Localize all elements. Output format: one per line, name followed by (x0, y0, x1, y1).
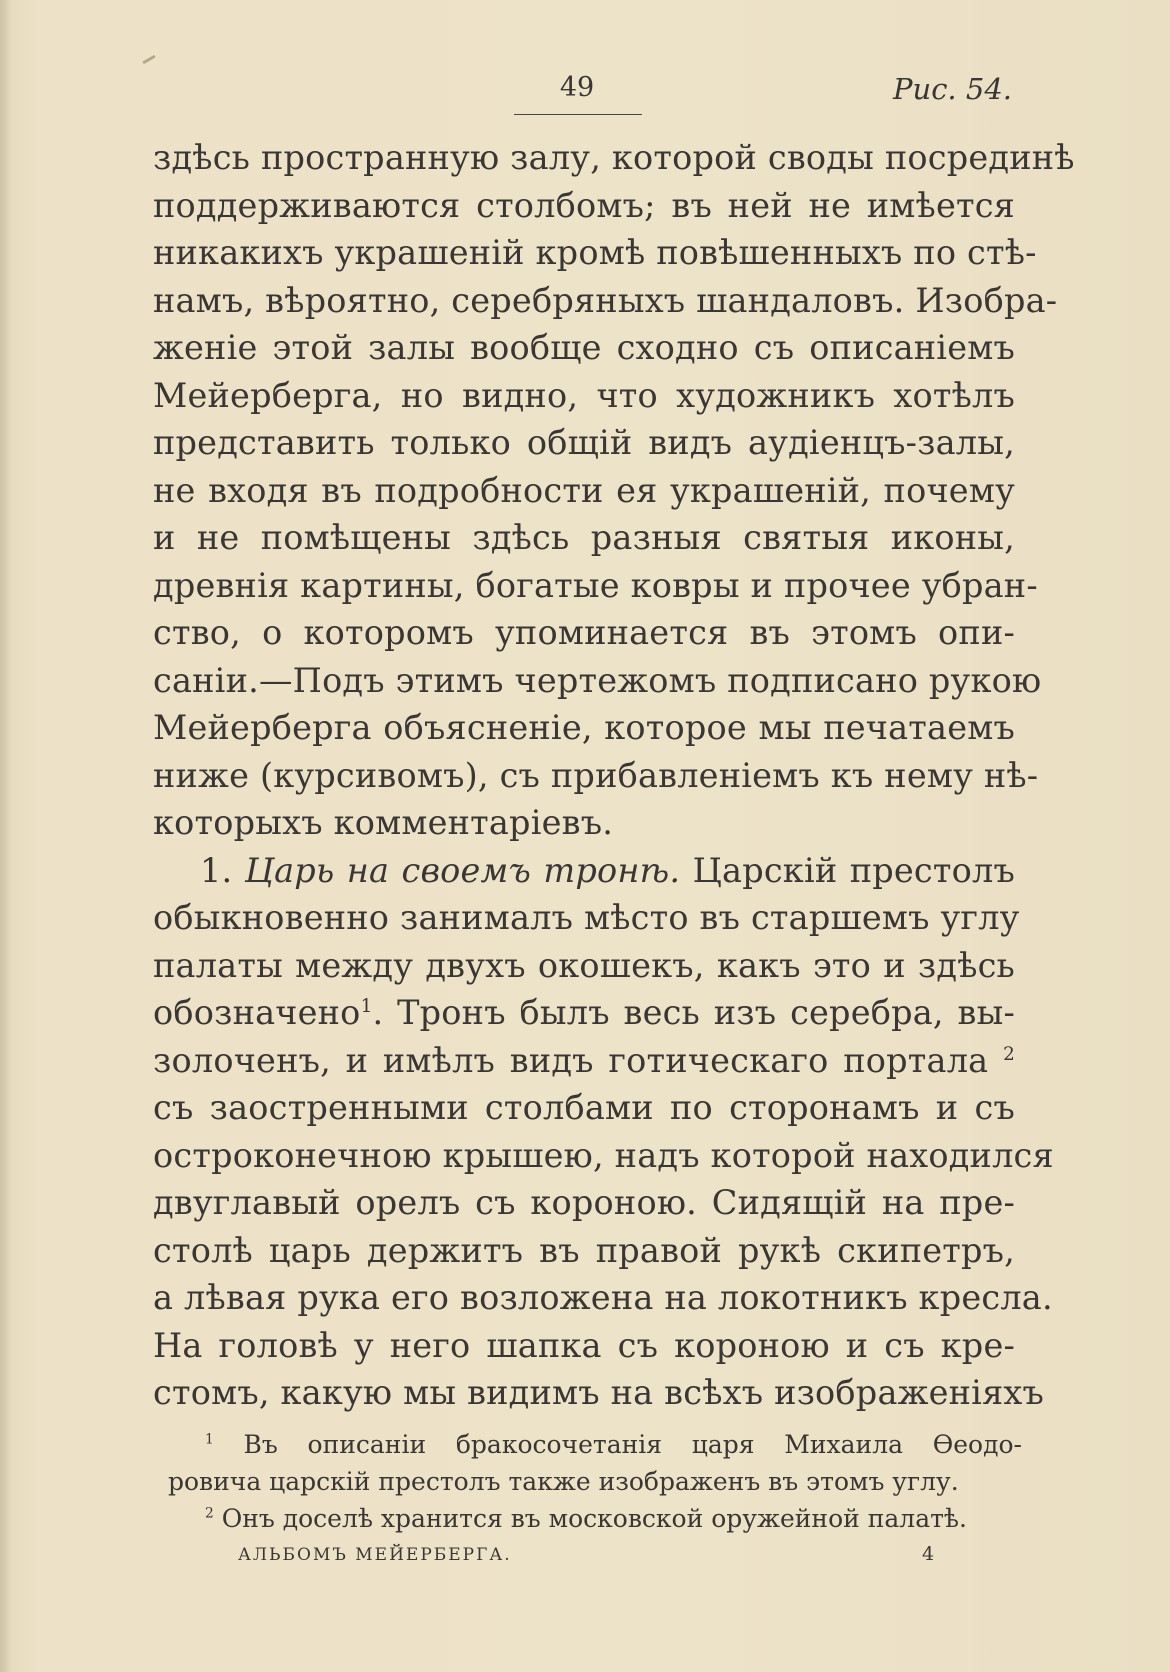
text-line: ство, о которомъ упоминается въ этомъ опи- (153, 613, 1015, 652)
paper-fleck (142, 55, 156, 65)
text-line-with-footnote-1 (153, 988, 1015, 1038)
text-fragment: обозначено (153, 993, 361, 1032)
text-line: стомъ, какую мы видимъ на всѣхъ изображеніяхъ (153, 1373, 1045, 1412)
signature-number: 4 (922, 1543, 935, 1565)
text-line: съ заостренными столбами по сторонамъ и съ (153, 1088, 1015, 1127)
footnote-mark-1[interactable]: 1 (360, 995, 373, 1017)
signature-mark: АЛЬБОМЪ МЕЙЕРБЕРГА. (238, 1545, 512, 1565)
item-1-first-line (200, 846, 1015, 896)
page-number-rule (514, 114, 642, 115)
item-number: 1. (200, 851, 233, 890)
text-line: остроконечною крышею, надъ которой находился (153, 1136, 1054, 1175)
item-text: Царскій престолъ (692, 851, 1015, 890)
item-title: Царь на своемъ тронѣ. (244, 851, 681, 890)
text-line: саніи.—Подъ этимъ чертежомъ подписано рукою (153, 661, 1042, 700)
text-line: поддерживаются столбомъ; въ ней не имѣется (153, 186, 1015, 225)
text-fragment: золоченъ, и имѣлъ видъ готическаго портала (153, 1041, 989, 1080)
text-line: намъ, вѣроятно, серебряныхъ шандаловъ. Изобра- (153, 281, 1058, 320)
text-line: не входя въ подробности ея украшеній, почему (153, 471, 1015, 510)
text-line-with-footnote-2 (153, 1036, 1015, 1086)
text-fragment: . Тронъ былъ весь изъ серебра, вы- (372, 993, 1015, 1032)
text-line: Мейерберга, но видно, что художникъ хотѣлъ (153, 376, 1015, 415)
footnote-mark-2[interactable]: 2 (1003, 1043, 1015, 1065)
text-line: обыкновенно занималъ мѣсто въ старшемъ углу (153, 898, 1020, 937)
spine-shadow (0, 0, 10, 1672)
figure-reference: Рис. 54. (893, 72, 1012, 106)
text-line: здѣсь пространную залу, которой своды посрединѣ (153, 138, 1075, 177)
text-line: представить только общій видъ аудіенцъ-залы, (153, 423, 1015, 462)
footnote-1-line-1: $^1$ Въ описаніи бракосочетанія царя Михаила Ѳеодо- (205, 1430, 1022, 1459)
text-line: никакихъ украшеній кромѣ повѣшенныхъ по стѣ- (153, 233, 1037, 272)
footnote-1-line-2: ровича царскій престолъ также изображенъ въ этомъ углу. (168, 1467, 959, 1496)
text-line: которыхъ комментаріевъ. (153, 803, 614, 842)
text-line: Мейерберга объясненіе, которое мы печатаемъ (153, 708, 1015, 747)
text-line: палаты между двухъ окошекъ, какъ это и здѣсь (153, 946, 1015, 985)
text-line: двуглавый орелъ съ короною. Сидящій на пре- (153, 1183, 1015, 1222)
text-line: женіе этой залы вообще сходно съ описаніемъ (153, 328, 1015, 367)
footnote-2-line-1: $^2$ Онъ доселѣ хранится въ московской оружейной палатѣ. (205, 1504, 967, 1533)
text-line: и не помѣщены здѣсь разныя святыя иконы, (153, 518, 1015, 557)
text-line: а лѣвая рука его возложена на локотникъ кресла. (153, 1278, 1053, 1317)
text-line: ниже (курсивомъ), съ прибавленіемъ къ нему нѣ- (153, 756, 1039, 795)
text-line: древнія картины, богатые ковры и прочее убран- (153, 566, 1038, 605)
text-line: столѣ царь держитъ въ правой рукѣ скипетръ, (153, 1231, 1015, 1270)
text-line: На головѣ у него шапка съ короною и съ кре- (153, 1326, 1015, 1365)
page-number: 49 (559, 72, 595, 103)
